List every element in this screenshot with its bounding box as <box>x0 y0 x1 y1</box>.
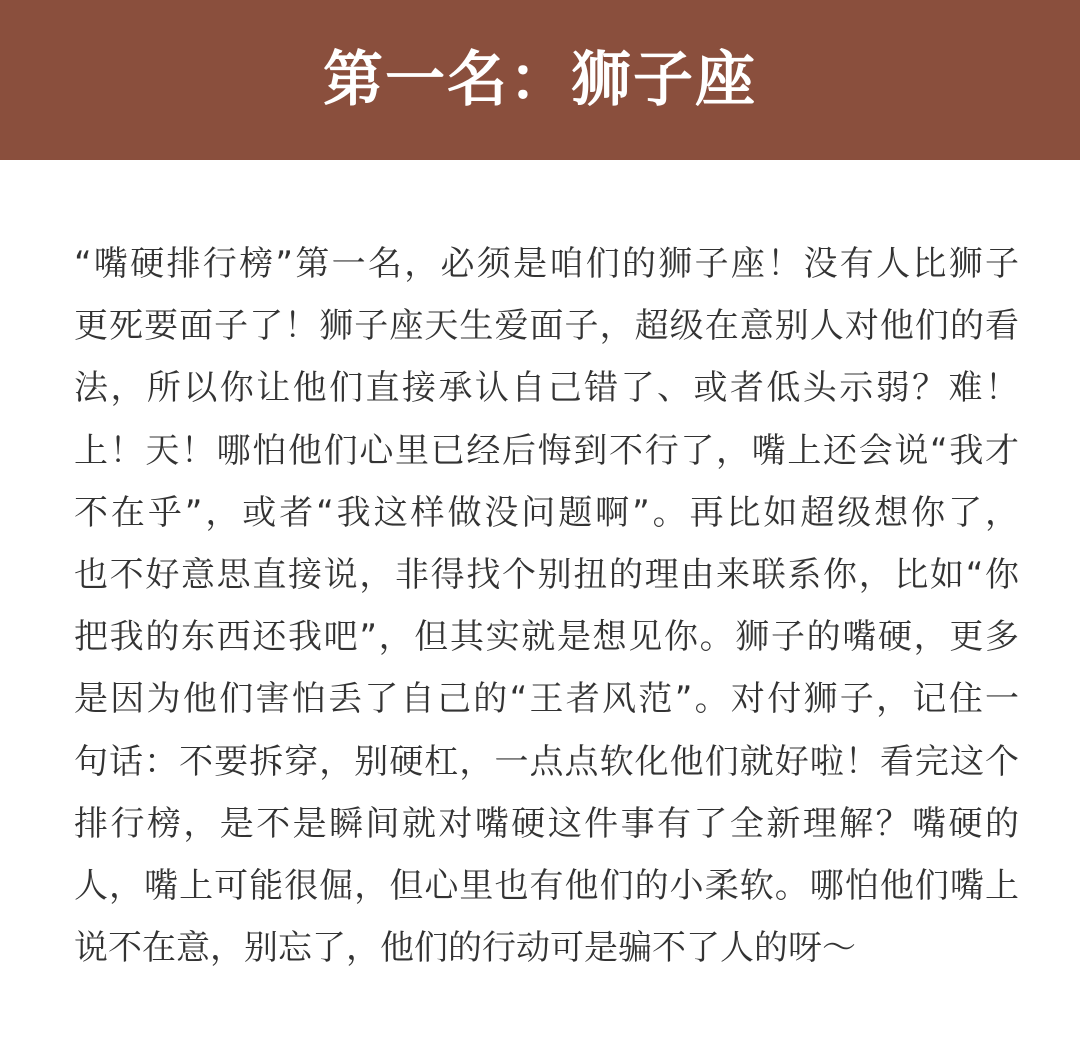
paragraph-line: 说不在意，别忘了，他们的行动可是骗不了人的呀～ <box>74 928 856 969</box>
paragraph-line: 更死要面子了！狮子座天生爱面子，超级在意别人对他们的看 <box>74 306 1019 347</box>
paragraph-line: 也不好意思直接说，非得找个别扭的理由来联系你，比如“你 <box>74 554 1019 595</box>
paragraph-line: 把我的东西还我吧”，但其实就是想见你。狮子的嘴硬，更多 <box>74 617 1019 658</box>
title-banner <box>0 0 1080 160</box>
paragraph-line: 句话：不要拆穿，别硬杠，一点点软化他们就好啦！看完这个 <box>74 741 1019 782</box>
paragraph-line: 法，所以你让他们直接承认自己错了、或者低头示弱？难！ <box>74 368 1019 409</box>
paragraph-line: 排行榜，是不是瞬间就对嘴硬这件事有了全新理解？嘴硬的 <box>74 803 1019 844</box>
paragraph-line: 上！天！哪怕他们心里已经后悔到不行了，嘴上还会说“我才 <box>74 430 1019 471</box>
article-body <box>74 233 1019 979</box>
paragraph-line: 是因为他们害怕丢了自己的“王者风范”。对付狮子，记住一 <box>74 679 1019 720</box>
page-title: 第一名：狮子座 <box>323 45 757 115</box>
paragraph-line: 不在乎”，或者“我这样做没问题啊”。再比如超级想你了， <box>74 492 1019 533</box>
paragraph-line: 人，嘴上可能很倔，但心里也有他们的小柔软。哪怕他们嘴上 <box>74 865 1019 906</box>
paragraph-line: “嘴硬排行榜”第一名，必须是咱们的狮子座！没有人比狮子 <box>74 244 1019 284</box>
